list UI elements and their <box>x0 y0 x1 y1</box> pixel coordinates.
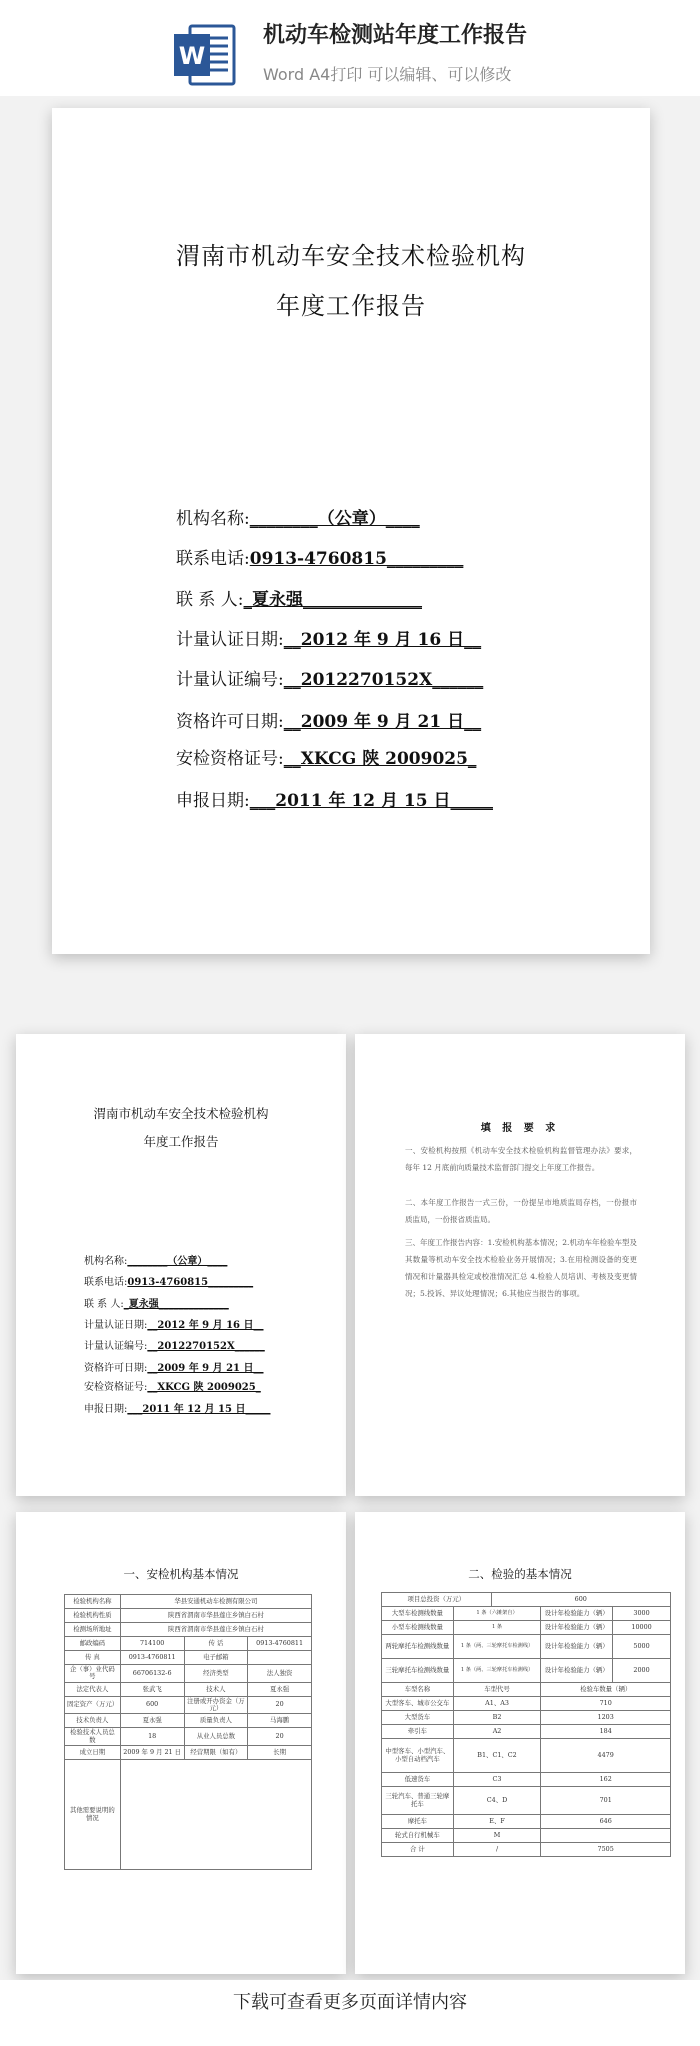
small-cover-title-line2: 年度工作报告 <box>143 1134 219 1149</box>
table-row: 检测场所地址 陕西省渭南市华县莲庄乡镇白石村 <box>65 1623 312 1637</box>
requirements-page <box>355 1034 685 1496</box>
cover-page-small <box>16 1034 346 1496</box>
table-row: 检验机构性质 陕西省渭南市华县莲庄乡镇白石村 <box>65 1609 312 1623</box>
table-row: 技术负责人 夏永强 质量负责人 马海鹏 <box>65 1714 312 1728</box>
cover-field-cert-number: 计量认证编号:__2012270152X______ <box>176 670 484 690</box>
small-field-license-date: 资格许可日期:__2009 年 9 月 21 日__ <box>84 1363 264 1374</box>
table-row: 检验机构名称 华县安通机动车检测有限公司 <box>65 1595 312 1609</box>
table-row: 轮式自行机械车 M <box>382 1829 671 1843</box>
table-row: 固定资产（万元） 600 注册或开办资金（万元） 20 <box>65 1696 312 1714</box>
word-icon-letter: W <box>178 42 206 70</box>
table-row: 摩托车 E、F 646 <box>382 1815 671 1829</box>
table-row: 成立日期 2009 年 9 月 21 日 经营期限（如有） 长期 <box>65 1746 312 1760</box>
table-row: 牵引车 A2 184 <box>382 1725 671 1739</box>
table-row: 检验技术人员总数 18 从业人员总数 20 <box>65 1728 312 1746</box>
small-field-report-date: 申报日期:___2011 年 12 月 15 日_____ <box>84 1404 271 1415</box>
table-row: 其他需要说明的情况 <box>65 1760 312 1870</box>
basic-info-table <box>64 1594 312 1870</box>
section2-page <box>355 1512 685 1974</box>
section1-title: 一、安检机构基本情况 <box>123 1567 239 1581</box>
table-row: 三轮汽车、普通三轮摩托车 C4、D 701 <box>382 1787 671 1815</box>
table-row: 三轮摩托车检测线数量 1 条（两、三轮摩托车检测线） 设计年检验能力（辆） 2000 <box>382 1659 671 1683</box>
table-row: 邮政编码 714100 传 话 0913-4760811 <box>65 1637 312 1651</box>
table-row: 企（事）业代码号 66706132-6 经济类型 法人独资 <box>65 1665 312 1683</box>
section1-page <box>16 1512 346 1974</box>
word-document-icon <box>172 22 240 88</box>
inspection-table <box>381 1592 671 1857</box>
cover-field-license-number: 安检资格证号:__XKCG 陕 2009025_ <box>176 749 477 769</box>
table-row: 传 真 0913-4760811 电子邮箱 <box>65 1651 312 1665</box>
table-row: 低速货车 C3 162 <box>382 1773 671 1787</box>
header-subtitle: Word A4打印 可以编辑、可以修改 <box>263 65 512 84</box>
cover-title-line1: 渭南市机动车安全技术检验机构 <box>176 242 526 270</box>
small-field-org-name: 机构名称:________（公章）____ <box>84 1256 228 1267</box>
small-cover-title-line1: 渭南市机动车安全技术检验机构 <box>93 1106 269 1121</box>
download-more-link[interactable]: 下载可查看更多页面详情内容 <box>0 1980 700 2046</box>
cover-field-license-date: 资格许可日期:__2009 年 9 月 21 日__ <box>176 712 482 732</box>
requirements-paragraph-3: 三、年度工作报告内容：1.安检机构基本情况；2.机动车年检验车型及其数量等机动车安全技术检验业务开展情况；3.在用检测设备的变更情况和计量器具检定或校准情况汇总 4.检验人员培训、考核及变更情况；5.投诉、异议处理情况；6.其他应当报告的事项。 <box>405 1238 637 1298</box>
small-field-phone: 联系电话:0913-4760815_________ <box>84 1277 254 1288</box>
small-field-cert-number: 计量认证编号:__2012270152X______ <box>84 1341 265 1352</box>
header-title: 机动车检测站年度工作报告 <box>263 23 528 48</box>
cover-field-report-date: 申报日期:___2011 年 12 月 15 日_____ <box>176 791 493 811</box>
table-row: 车型名称 车型代号 检验车数量（辆） <box>382 1683 671 1697</box>
table-row: 大型车检测线数量 1 条（六摊架自） 设计年检验能力（辆） 3000 <box>382 1607 671 1621</box>
table-row: 法定代表人 张武飞 技术人 夏永强 <box>65 1682 312 1696</box>
table-row: 中型客车、小型汽车、小型自动档汽车 B1、C1、C2 4479 <box>382 1739 671 1773</box>
section2-title: 二、检验的基本情况 <box>468 1567 572 1581</box>
cover-field-org-name: 机构名称:________（公章）____ <box>176 509 420 529</box>
cover-page-large <box>52 108 650 954</box>
table-row: 大型货车 B2 1203 <box>382 1711 671 1725</box>
small-field-cert-date: 计量认证日期:__2012 年 9 月 16 日__ <box>84 1320 264 1331</box>
table-row: 两轮摩托车检测线数量 1 条（两、三轮摩托车检测线） 设计年检验能力（辆） 5000 <box>382 1635 671 1659</box>
requirements-paragraph-2: 二、本年度工作报告一式三份，一份提呈市地质监局存档，一份报市质监局，一份报省质监局。 <box>405 1198 637 1224</box>
table-row: 项目总投资（万元） 600 <box>382 1593 671 1607</box>
cover-field-cert-date: 计量认证日期:__2012 年 9 月 16 日__ <box>176 630 482 650</box>
cover-title-line2: 年度工作报告 <box>276 292 426 320</box>
small-field-license-number: 安检资格证号:__XKCG 陕 2009025_ <box>84 1382 261 1393</box>
header <box>0 0 700 96</box>
small-field-contact: 联 系 人:_夏永强______________ <box>84 1299 229 1310</box>
table-row: 大型客车、城市公交车 A1、A3 710 <box>382 1697 671 1711</box>
table-row: 合 计 / 7505 <box>382 1843 671 1857</box>
requirements-title: 填 报 要 求 <box>480 1123 560 1134</box>
table-row: 小型车检测线数量 1 条 设计年检验能力（辆） 10000 <box>382 1621 671 1635</box>
requirements-paragraph-1: 一、安检机构按照《机动车安全技术检验机构监督管理办法》要求，每年 12 月底前向质量技术监督部门提交上年度工作报告。 <box>405 1146 637 1172</box>
cover-field-phone: 联系电话:0913-4760815_________ <box>176 549 464 569</box>
cover-field-contact: 联 系 人:_夏永强______________ <box>176 590 423 610</box>
